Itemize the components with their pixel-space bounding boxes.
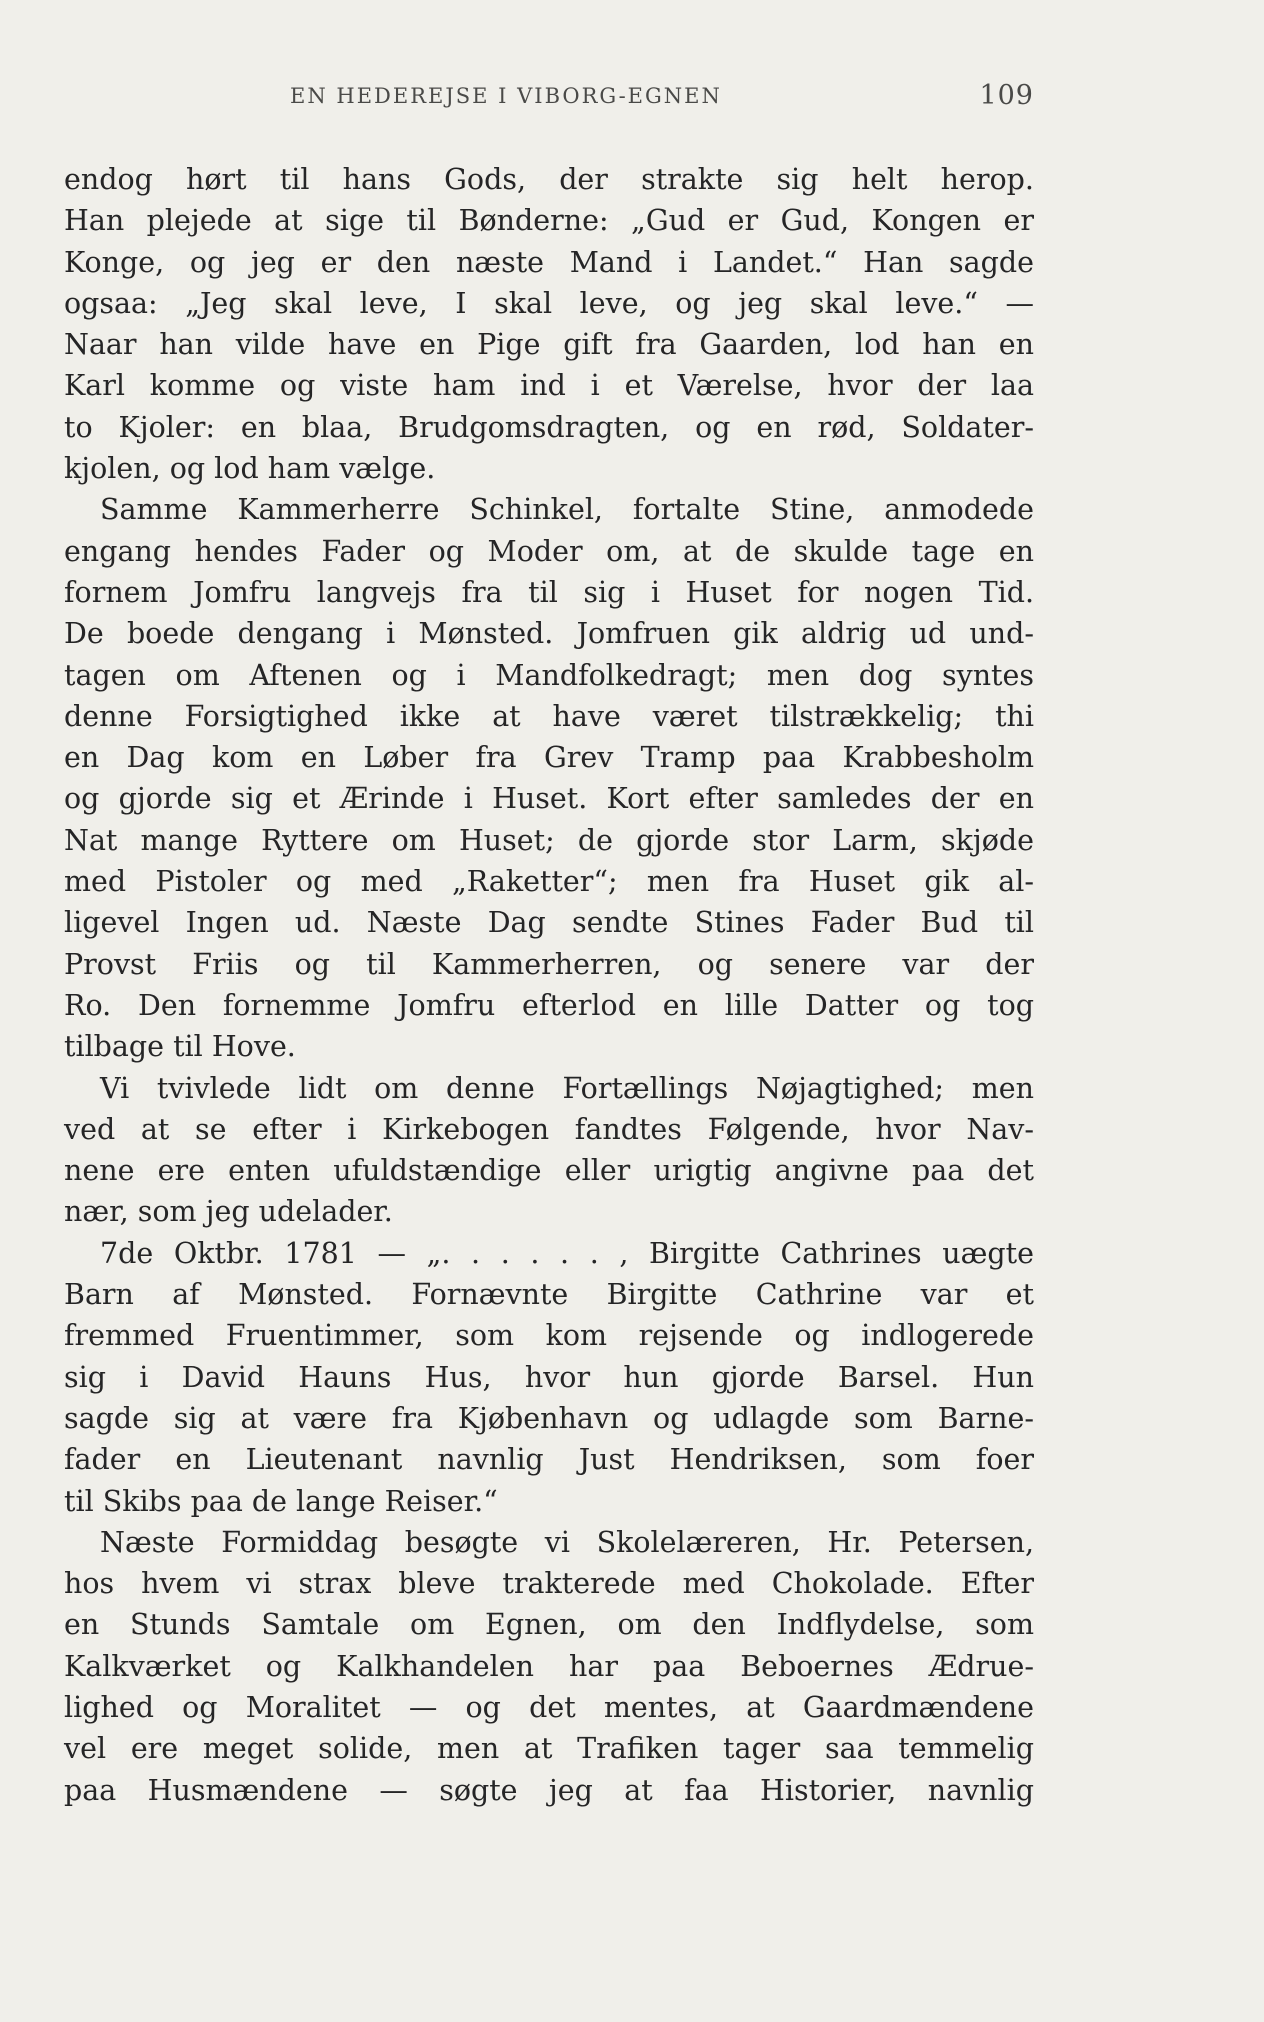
text-line: en Dag kom en Løber fra Grev Tramp paa Krabbesholm	[64, 741, 1034, 775]
text-line: Konge, og jeg er den næste Mand i Landet.“ Han sagde	[64, 245, 1034, 279]
text-line: ligevel Ingen ud. Næste Dag sendte Stines Fader Bud til	[64, 906, 1034, 940]
text-line: Karl komme og viste ham ind i et Værelse, hvor der laa	[64, 369, 1034, 403]
text-line: Næste Formiddag besøgte vi Skolelæreren, Hr. Petersen,	[100, 1525, 1034, 1559]
text-line: Samme Kammerherre Schinkel, fortalte Stine, anmodede	[100, 493, 1034, 527]
text-line: tagen om Aftenen og i Mandfolkedragt; men dog syntes	[64, 658, 1034, 692]
text-line: Nat mange Ryttere om Huset; de gjorde stor Larm, skjøde	[64, 823, 1034, 857]
text-line: nene ere enten ufuldstændige eller urigtig angivne paa det	[64, 1154, 1034, 1188]
text-line: vel ere meget solide, men at Trafiken tager saa temmelig	[64, 1732, 1034, 1766]
text-line: denne Forsigtighed ikke at have været tilstrækkelig; thi	[64, 699, 1034, 733]
text-line: Vi tvivlede lidt om denne Fortællings Nøjagtighed; men	[100, 1071, 1034, 1105]
running-head: EN HEDEREJSE I VIBORG-EGNEN	[290, 84, 722, 108]
text-line: Provst Friis og til Kammerherren, og senere var der	[64, 947, 1034, 981]
text-line: 7de Oktbr. 1781 — „. . . . . . , Birgitte Cathrines uægte	[100, 1236, 1034, 1270]
text-line: sagde sig at være fra Kjøbenhavn og udlagde som Barne-	[64, 1401, 1034, 1435]
text-line: sig i David Hauns Hus, hvor hun gjorde Barsel. Hun	[64, 1360, 1034, 1394]
text-line: en Stunds Samtale om Egnen, om den Indflydelse, som	[64, 1608, 1034, 1642]
text-line: fader en Lieutenant navnlig Just Hendriksen, som foer	[64, 1443, 1034, 1477]
text-line: hos hvem vi strax bleve trakterede med Chokolade. Efter	[64, 1567, 1034, 1601]
page-header	[64, 80, 1034, 120]
text-line: ved at se efter i Kirkebogen fandtes Følgende, hvor Nav-	[64, 1112, 1034, 1146]
text-line: kjolen, og lod ham vælge.	[64, 452, 436, 486]
page-number: 109	[979, 80, 1034, 111]
text-line: tilbage til Hove.	[64, 1030, 296, 1064]
text-line: fremmed Fruentimmer, som kom rejsende og indlogerede	[64, 1319, 1034, 1353]
text-line: fornem Jomfru langvejs fra til sig i Huset for nogen Tid.	[64, 575, 1034, 609]
text-line: og gjorde sig et Ærinde i Huset. Kort efter samledes der en	[64, 782, 1034, 816]
text-line: Han plejede at sige til Bønderne: „Gud er Gud, Kongen er	[64, 204, 1034, 238]
text-line: nær, som jeg udelader.	[64, 1195, 393, 1229]
text-line: De boede dengang i Mønsted. Jomfruen gik aldrig ud und-	[64, 617, 1034, 651]
text-line: lighed og Moralitet — og det mentes, at Gaardmændene	[64, 1690, 1034, 1724]
text-line: med Pistoler og med „Raketter“; men fra Huset gik al-	[64, 865, 1034, 899]
text-line: ogsaa: „Jeg skal leve, I skal leve, og jeg skal leve.“ —	[64, 286, 1034, 320]
text-line: Naar han vilde have en Pige gift fra Gaarden, lod han en	[64, 328, 1034, 362]
text-line: Kalkværket og Kalkhandelen har paa Beboernes Ædrue-	[64, 1649, 1034, 1683]
text-line: Barn af Mønsted. Fornævnte Birgitte Cathrine var et	[64, 1278, 1034, 1312]
body-text	[64, 159, 1034, 1811]
text-line: endog hørt til hans Gods, der strakte sig helt herop.	[64, 163, 1034, 196]
text-line: Ro. Den fornemme Jomfru efterlod en lille Datter og tog	[64, 988, 1034, 1022]
text-line: to Kjoler: en blaa, Brudgomsdragten, og en rød, Soldater-	[64, 410, 1034, 444]
text-line: engang hendes Fader og Moder om, at de skulde tage en	[64, 534, 1034, 568]
text-line: til Skibs paa de lange Reiser.“	[64, 1484, 498, 1518]
text-line: paa Husmændene — søgte jeg at faa Historier, navnlig	[64, 1773, 1034, 1807]
